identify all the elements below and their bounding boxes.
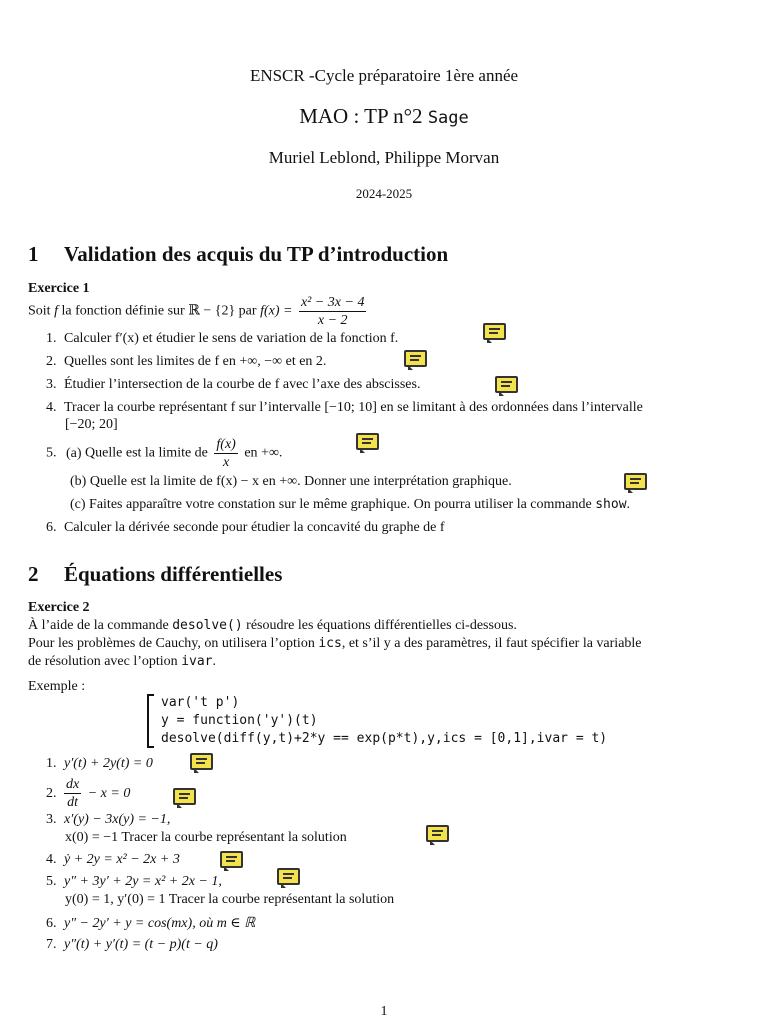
list-item	[46, 915, 255, 932]
sub-item-text: Quelle est la limite de f(x) − x en +∞. Donner une interprétation graphique.	[89, 474, 512, 489]
list-item	[46, 377, 420, 393]
list-item	[46, 354, 326, 370]
title-main: MAO : TP n°2	[299, 104, 423, 128]
authors: Muriel Leblond, Philippe Morvan	[268, 148, 500, 167]
section-number: 2	[28, 562, 39, 586]
item-number: 3.	[46, 812, 57, 827]
item-number: 3.	[46, 377, 57, 392]
sub-item-label: (b)	[70, 474, 87, 489]
fraction-denominator: dt	[67, 795, 79, 811]
item-text: Calculer la dérivée seconde pour étudier la concavité du graphe de f	[64, 520, 445, 535]
document-title	[0, 104, 768, 129]
inline-code: desolve()	[172, 618, 243, 633]
item-number: 4.	[46, 852, 57, 867]
item-text: Calculer f′(x) et étudier le sens de variation de la fonction f.	[64, 331, 399, 346]
list-item	[46, 436, 282, 471]
equation: y″ − 2y′ + y = cos(mx), où m ∈ ℝ	[64, 916, 256, 931]
list-item	[46, 756, 153, 772]
academic-year: 2024-2025	[355, 186, 413, 201]
list-item-continuation: y(0) = 1, y′(0) = 1 Tracer la courbe représentant la solution	[65, 892, 395, 907]
paragraph-text: résoudre les équations différentielles ci-dessous.	[246, 618, 517, 633]
section-title: Équations différentielles	[64, 562, 283, 586]
item-number: 1.	[46, 756, 57, 771]
exercise-2-paragraph	[28, 618, 517, 634]
sub-item-label: (a)	[66, 445, 82, 461]
intro-text: Soit	[28, 303, 51, 319]
comment-note-icon[interactable]	[495, 376, 517, 395]
fraction-denominator: x	[223, 455, 230, 470]
example-label: Exemple :	[28, 679, 86, 694]
comment-note-icon[interactable]	[277, 868, 299, 887]
section-title: Validation des acquis du TP d’introduction	[64, 242, 449, 266]
exercise-1-title: Exercice 1	[28, 281, 90, 296]
function-fraction	[299, 294, 367, 329]
item-number: 6.	[46, 520, 57, 535]
list-item-continuation: x(0) = −1 Tracer la courbe représentant la solution	[65, 830, 347, 845]
equation: y″ + 3y′ + 2y = x² + 2x − 1,	[64, 874, 222, 889]
comment-note-icon[interactable]	[404, 350, 426, 369]
title-code: Sage	[427, 108, 469, 128]
sub-item-b	[70, 474, 512, 490]
list-item	[46, 874, 222, 890]
comment-note-icon[interactable]	[356, 433, 378, 452]
code-line: var('t p')	[161, 695, 240, 710]
equation: y″(t) + y′(t) = (t − p)(t − q)	[64, 937, 218, 952]
paragraph-text: de résolution avec l’option	[28, 654, 178, 669]
sub-item-label: (c)	[70, 497, 86, 512]
equation: − x = 0	[87, 786, 131, 801]
list-item	[46, 812, 170, 828]
list-item	[46, 937, 218, 953]
list-item	[46, 776, 130, 812]
comment-note-icon[interactable]	[190, 753, 212, 772]
list-item	[46, 400, 643, 416]
item-number: 4.	[46, 400, 57, 415]
comment-note-icon[interactable]	[426, 825, 448, 844]
fraction-numerator: dx	[66, 777, 80, 793]
exercise-1-intro	[28, 294, 369, 329]
item-number: 1.	[46, 331, 57, 346]
equation: ẏ + 2y = x² − 2x + 3	[64, 852, 180, 867]
paragraph-text: .	[212, 654, 216, 669]
comment-note-icon[interactable]	[483, 323, 505, 342]
code-line: y = function('y')(t)	[161, 713, 318, 728]
inline-code: show	[595, 497, 627, 512]
comment-note-icon[interactable]	[173, 788, 195, 807]
item-text: Étudier l’intersection de la courbe de f avec l’axe des abscisses.	[64, 377, 421, 392]
section-2-heading	[28, 562, 282, 587]
exercise-2-paragraph	[28, 636, 642, 652]
sub-item-text: Faites apparaître votre constation sur le même graphique. On pourra utiliser la commande	[89, 497, 592, 512]
item-text: Quelles sont les limites de f en +∞, −∞ et en 2.	[64, 354, 327, 369]
page-number: 1	[380, 1004, 388, 1019]
paragraph-text: , et s’il y a des paramètres, il faut spécifier la variable	[341, 636, 642, 651]
intro-function: f	[54, 303, 58, 319]
item-number: 6.	[46, 916, 57, 931]
institution-header: ENSCR -Cycle préparatoire 1ère année	[249, 66, 519, 85]
sub-item-text: Quelle est la limite de	[85, 445, 208, 461]
equation: x′(y) − 3x(y) = −1,	[64, 812, 171, 827]
item-number: 5.	[46, 445, 57, 461]
limit-fraction	[214, 436, 237, 471]
list-item	[46, 331, 398, 347]
inline-code: ics	[318, 636, 342, 651]
fraction-numerator: f(x)	[216, 437, 236, 452]
item-text: Tracer la courbe représentant f sur l’intervalle [−10; 10] en se limitant à des ordonnées dans l’intervalle	[64, 400, 643, 415]
list-item-continuation: [−20; 20]	[65, 417, 118, 432]
item-number: 7.	[46, 937, 57, 952]
inline-code: ivar	[181, 654, 213, 669]
code-line: desolve(diff(y,t)+2*y == exp(p*t),y,ics = [0,1],ivar = t)	[161, 731, 608, 746]
list-item	[46, 852, 180, 868]
sub-item-c	[70, 497, 630, 513]
sub-item-text-end: .	[626, 497, 631, 512]
comment-note-icon[interactable]	[220, 851, 242, 870]
item-number: 5.	[46, 874, 57, 889]
list-item	[46, 520, 445, 536]
intro-fx: f(x) =	[260, 303, 293, 319]
paragraph-text: À l’aide de la commande	[28, 618, 169, 633]
section-number: 1	[28, 242, 39, 266]
equation: y′(t) + 2y(t) = 0	[64, 756, 153, 771]
section-1-heading	[28, 242, 448, 267]
intro-domain: la fonction définie sur ℝ − {2} par	[61, 303, 257, 319]
item-number: 2.	[46, 354, 57, 369]
derivative-fraction	[64, 776, 81, 811]
comment-note-icon[interactable]	[624, 473, 646, 492]
fraction-numerator: x² − 3x − 4	[300, 295, 365, 310]
fraction-denominator: x − 2	[317, 313, 348, 328]
code-example	[147, 694, 607, 748]
item-number: 2.	[46, 786, 57, 801]
sub-item-text-end: en +∞.	[244, 445, 283, 461]
paragraph-text: Pour les problèmes de Cauchy, on utilisera l’option	[28, 636, 315, 651]
exercise-2-paragraph	[28, 654, 216, 670]
exercise-2-title: Exercice 2	[28, 600, 90, 615]
